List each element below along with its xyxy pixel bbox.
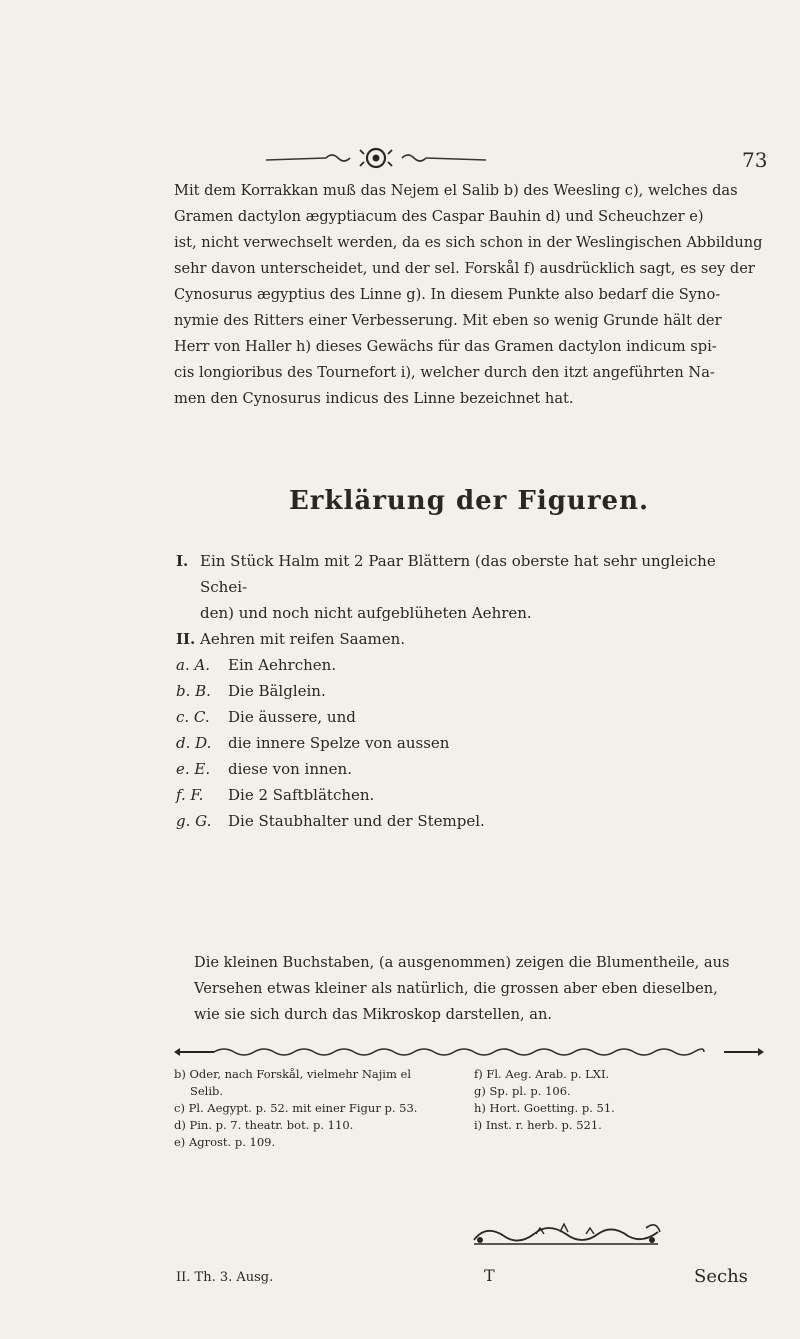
text-line: ist, nicht verwechselt werden, da es sich schon in der Weslingischen Abbildung [174, 234, 763, 251]
figure-item-continuation [176, 600, 766, 626]
figure-marker: b. B. [176, 682, 211, 700]
figure-item [176, 704, 766, 730]
figure-item [176, 548, 766, 600]
text-line: Mit dem Korrakkan muß das Nejem el Salib b) des Weesling c), welches das [174, 182, 738, 199]
figure-description: Die äussere, und [228, 708, 356, 726]
figure-marker: e. E. [176, 760, 211, 778]
text-line: nymie des Ritters einer Verbesserung. Mit eben so wenig Grunde hält der [174, 312, 722, 329]
footnote: f) Fl. Aeg. Arab. p. LXI. [474, 1067, 610, 1081]
sheet-mark: T [484, 1266, 495, 1285]
figure-description: Ein Aehrchen. [228, 656, 337, 674]
figure-item [176, 652, 766, 678]
section-heading: Erklärung der Figuren. [288, 486, 650, 516]
figure-marker: a. A. [176, 656, 211, 674]
bottom-ornament-icon [466, 1210, 666, 1256]
figure-legend-list [176, 548, 766, 834]
footnotes [174, 1066, 774, 1151]
closing-paragraph [174, 950, 764, 1028]
footnote: e) Agrost. p. 109. [174, 1135, 276, 1149]
footnote: d) Pin. p. 7. theatr. bot. p. 110. [174, 1118, 354, 1132]
footnote: b) Oder, nach Forskål, vielmehr Najim el [174, 1067, 412, 1081]
figure-description: den) und noch nicht aufgeblüheten Aehren. [200, 604, 532, 622]
footnote: i) Inst. r. herb. p. 521. [474, 1118, 602, 1132]
page-number: 73 [742, 148, 768, 172]
intro-paragraph [174, 178, 764, 412]
figure-item [176, 626, 766, 652]
footnotes-left-column [174, 1066, 474, 1151]
footnote: g) Sp. pl. p. 106. [474, 1084, 571, 1098]
catchword: Sechs [694, 1266, 748, 1287]
figure-marker: c. C. [176, 708, 210, 726]
figure-marker: g. G. [176, 812, 212, 830]
text-line: Versehen etwas kleiner als natürlich, die grossen aber eben dieselben, [194, 980, 718, 997]
divider-rule-icon [174, 1044, 764, 1060]
figure-description: Ein Stück Halm mit 2 Paar Blättern (das oberste hat sehr ungleiche Schei- [200, 552, 716, 596]
text-line: wie sie sich durch das Mikroskop darstellen, an. [194, 1006, 553, 1023]
figure-marker: I. [176, 552, 189, 570]
figure-description: Die 2 Saftblätchen. [228, 786, 375, 804]
figure-description: Die Staubhalter und der Stempel. [228, 812, 485, 830]
text-line: Gramen dactylon ægyptiacum des Caspar Bauhin d) und Scheuchzer e) [174, 208, 704, 225]
figure-description: Aehren mit reifen Saamen. [200, 630, 406, 648]
text-line: Cynosurus ægyptius des Linne g). In diesem Punkte also bedarf die Syno- [174, 286, 721, 303]
footnote: c) Pl. Aegypt. p. 52. mit einer Figur p. 53. [174, 1101, 418, 1115]
text-line: sehr davon unterscheidet, und der sel. Forskål f) ausdrücklich sagt, es sey der [174, 260, 755, 277]
figure-description: die innere Spelze von aussen [228, 734, 450, 752]
footnotes-right-column [474, 1066, 774, 1151]
figure-description: Die Bälglein. [228, 682, 326, 700]
footnote: h) Hort. Goetting. p. 51. [474, 1101, 615, 1115]
figure-item [176, 730, 766, 756]
footnote: Selib. [190, 1084, 224, 1098]
text-line: Die kleinen Buchstaben, (a ausgenommen) zeigen die Blumentheile, aus [194, 954, 730, 971]
top-ornament-icon [256, 138, 496, 178]
text-line: men den Cynosurus indicus des Linne bezeichnet hat. [174, 390, 574, 407]
text-line: Herr von Haller h) dieses Gewächs für das Gramen dactylon indicum spi- [174, 338, 717, 355]
text-line: cis longioribus des Tournefort i), welcher durch den itzt angeführten Na- [174, 364, 715, 381]
figure-description: diese von innen. [228, 760, 352, 778]
figure-item [176, 782, 766, 808]
figure-item [176, 756, 766, 782]
figure-marker: d. D. [176, 734, 212, 752]
figure-marker: f. F. [176, 786, 204, 804]
figure-marker: II. [176, 630, 196, 648]
figure-item [176, 678, 766, 704]
figure-item [176, 808, 766, 834]
volume-signature: II. Th. 3. Ausg. [176, 1270, 274, 1285]
